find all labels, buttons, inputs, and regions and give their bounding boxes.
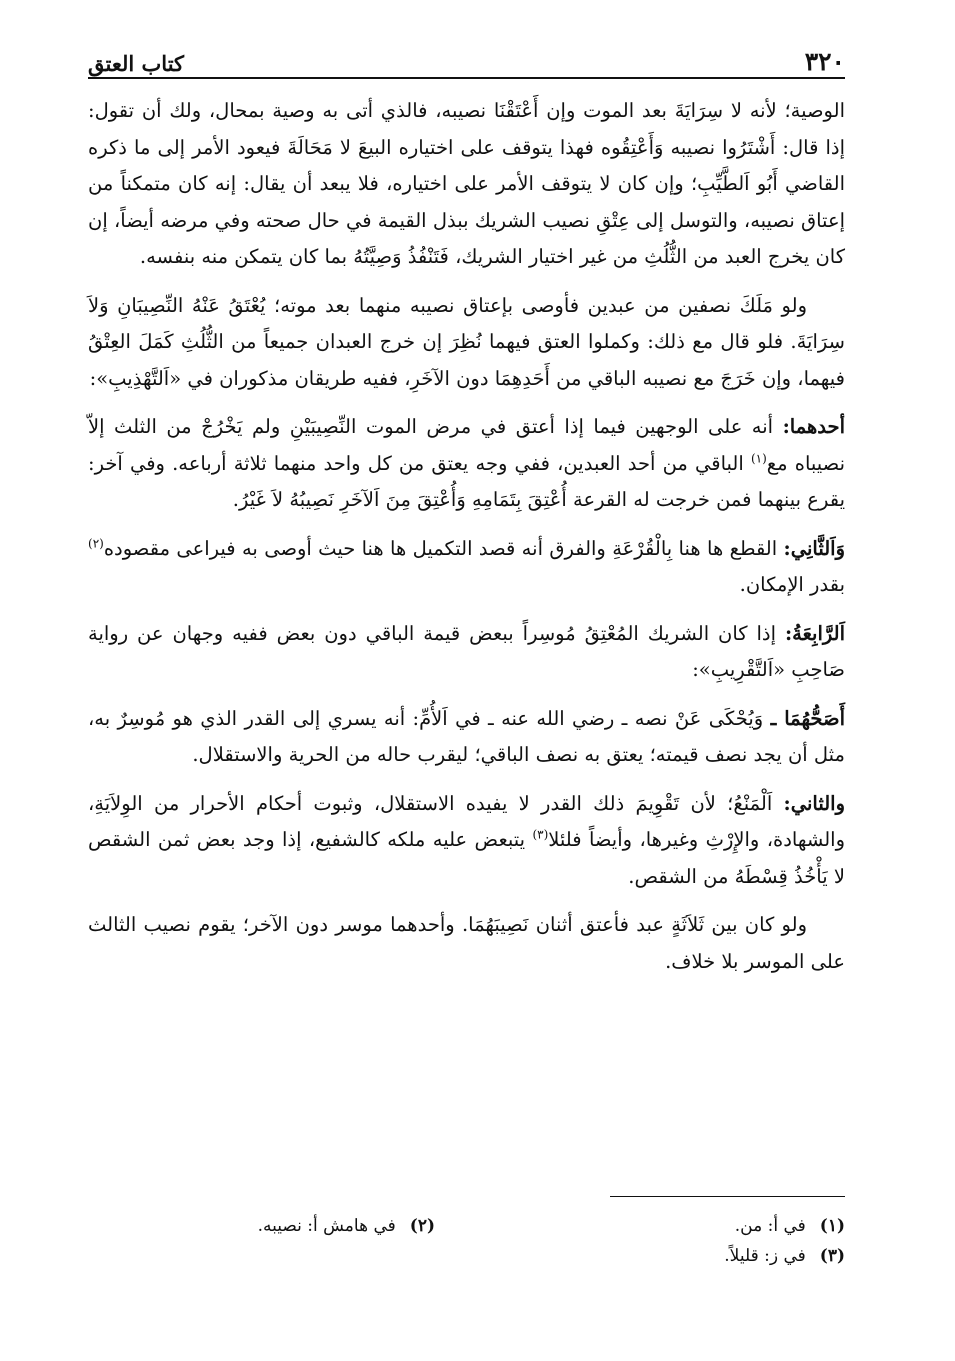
paragraph-text: إذا كان الشريك المُعْتِقُ مُوسِراً ببعض قيمة الباقي دون بعض ففيه وجهان عن رواية صَاحِبِ «اَلتَّقْرِيبِ»: [88,621,845,681]
footnote-number: (٢) [409,1216,435,1236]
paragraph-text: اَلْمَنْعُ؛ لأن تَقْوِيمَ ذلك القدر لا يفيده الاستقلال، وثبوت أحكام الأحرار من الوِلاَيَةِ، والشهادة، والإِرْثِ وغيرها، وأيضاً فلئلا [88,791,846,851]
running-title: كتاب العتق [88,51,185,76]
footnote-marker: (٣) [532,827,549,842]
paragraph-lead: والثاني: [783,791,845,815]
footnote-number: (٣) [819,1246,845,1266]
footnote-item [258,1211,435,1241]
paragraph-text: يتبعض عليه ملكه كالشفيع، إذا وجد بعض ثمن الشقص لا يَأْخُذُ قِسْطَهُ من الشقص. [88,828,845,888]
paragraph-5 [88,616,845,689]
paragraph-text: أنه على الوجهين فيما إذا أعتق في مرض الموت النِّصِيبَيْنِ ولم يَخْرُجْ من الثلث إلاّ نصيباه مع [88,415,845,475]
page-header [88,30,845,74]
paragraph-6 [88,701,845,774]
footnotes [88,1211,845,1271]
paragraph-lead: وَاَلثَّانِي: [783,536,845,560]
paragraph-lead: أحدهما: [782,415,845,438]
body-text [88,93,845,992]
footnote-row [88,1241,845,1271]
footnote-item [435,1241,845,1271]
footnote-row [88,1211,845,1241]
paragraph-text: القطع ها هنا بِالْقُرْعَةِ والفرق أنه قصد التكميل ها هنا حيث أوصى به فيراعى مقصوده [103,536,778,560]
paragraph-8 [88,907,845,980]
footnote-item [435,1211,845,1241]
footnote-marker: (٢) [88,536,104,550]
paragraph-4 [88,531,845,604]
paragraph-7 [88,786,845,896]
paragraph-text: الوصية؛ لأنه لا سِرَايَةَ بعد الموت وإن أَعْتَقْنَا نصيبه، فالذي أتى به وصية بمحال، ولك أن تقول: إذا قال: أَشْتَرُوا نصيبه وَأَعْتِقُوه فهذا يتوقف على اختياره البيعَ لا مَحَالَةَ فيعود الأمر إلى ما ذكره القاضي أَبُو اَلطَّيِّبِ؛ وإن كان لا يتوقف الأمر على اختياره، فلا يبعد أن يقال: إنه كان متمكناً من إعتاق نصيبه، والتوسل إلى عِتْقِ نصيب الشريك ببذل القيمة في حال صحته وفي مرضه أيضاً، إن كان يخرج العبد من الثُّلُثِ من غير اختيار الشريك، فَتَنْفُذُ وَصِيَّتُهُ بما كان يتمكن منه بنفسه. [88,99,845,268]
paragraph-lead: اَلرَّابِعَةُ: [784,621,846,645]
footnote-number: (١) [819,1216,845,1236]
paragraph-text: ولو مَلَكَ نصفين من عبدين فأوصى بإعتاق نصيبه منهما بعد موته؛ يُعْتَقُ عَنْهُ النِّصِيبَانِ وَلاَ سِرَايَةَ. فلو قال مع ذلك: وكملوا العتق فيهما نُظِرَ إن خرج العبدان جميعاً من الثُّلُثِ كَمَلَ العِتْقُ فيهما، وإن خَرَجَ مع نصيبه الباقي من أَحَدِهِمَا دون الآخَرِ، ففيه طريقان مذكوران في «اَلتَّهْذِيبِ»: [88,293,845,390]
paragraph-text: ولو كان بين ثَلاَثَةٍ عبد فأعتق أثنان نَصِيبَهُمَا. وأحدهما موسر دون الآخر؛ يقوم نصيب الثالث على الموسر بلا خلاف. [88,913,845,973]
paragraph-lead: أَصَحُّهُمَا ـ [770,706,845,730]
paragraph-text: وَيُحْكَى عَنْ نصه ـ رضي الله عنه ـ في اَلأُمِّ: أنه يسري إلى القدر الذي هو مُوسِرٌ به، مثل أن يجد نصف قيمته؛ يعتق به نصف الباقي؛ ليقرب حاله من الحرية والاستقلال. [88,706,845,766]
footnote-marker: (١) [750,451,767,465]
footnote-text: في هامش أ: نصيبه. [257,1216,396,1236]
page-number: ٣٢٠ [804,47,845,76]
paragraph-2 [88,288,845,398]
paragraph-text: بقدر الإمكان. [739,573,845,596]
footnote-text: في أ: من. [734,1216,806,1236]
footnote-rule [610,1196,845,1197]
footnote-text: في ز: قليلاً. [724,1246,806,1266]
paragraph-text: الباقي من أحد العبدين، ففي وجه يعتق من كل واحد منهما ثلاثة أرباعه. وفي آخر: يقرع بينهما فمن خرجت له القرعة أُعْتِقَ بِتَمَامِهِ وَأُعْتِقَ مِنَ اَلآخَرِ نَصِيبُهُ لاَ غَيْرُ. [88,451,845,511]
paragraph-1 [88,93,845,276]
paragraph-3 [88,409,845,519]
header-rule [88,77,845,79]
